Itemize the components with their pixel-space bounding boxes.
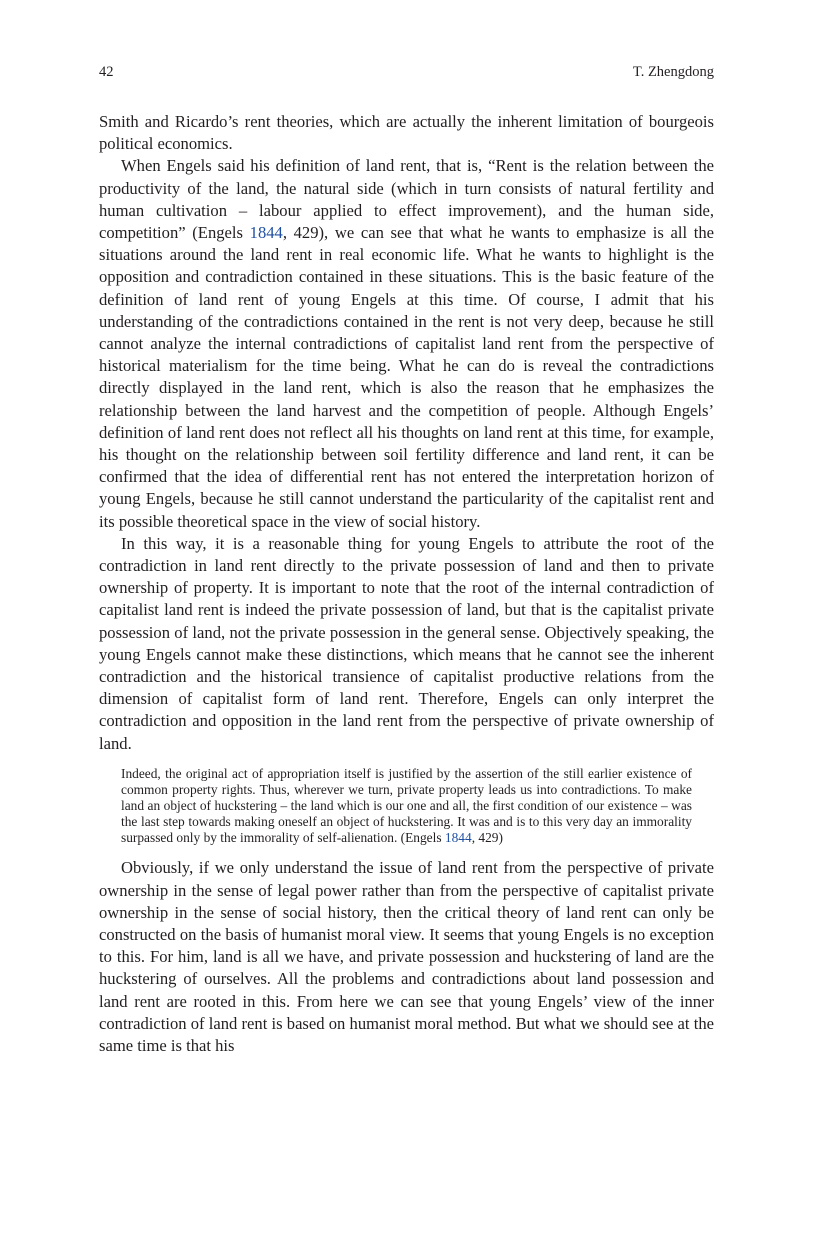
- block-quote: [121, 766, 692, 846]
- paragraph-1: Smith and Ricardo’s rent theories, which are actually the inherent limitation of bourgeois political economics.: [99, 112, 714, 154]
- running-header: [99, 64, 714, 84]
- paragraph-2: [99, 155, 714, 532]
- citation-link-engels-1844-quote[interactable]: 1844: [444, 830, 472, 846]
- page-number: 42: [99, 64, 114, 80]
- running-head-author: T. Zhengdong: [632, 64, 714, 80]
- citation-link-engels-1844[interactable]: 1844: [249, 223, 283, 243]
- block-quote-text-a: Indeed, the original act of appropriation itself is justified by the assertion of the still earlier existence of common property rights. Thus, wherever we turn, private property leads us into contradictions. To make land an object of huckstering – the land which is our one and all, the first condition of our existence – was the last step towards making oneself an object of huckstering. It was and is to this very day an immorality surpassed only by the immorality of self-alienation. (Engels: [121, 765, 692, 846]
- page-body: [99, 111, 714, 1057]
- paragraph-4: Obviously, if we only understand the issue of land rent from the perspective of private ownership in the sense of legal power rather than from the perspective of capitalist private ownership in the sense of social history, then the critical theory of land rent can only be constructed on the basis of humanist moral view. It seems that young Engels is no exception to this. For him, land is all we have, and private possession and huckstering of land are the huckstering of ourselves. All the problems and contradictions about land possession and land rent are rooted in this. From here we can see that young Engels’ view of the inner contradiction of land rent is based on humanist moral method. But what we should see at the same time is that his: [99, 858, 714, 1055]
- paragraph-2-text-a: When Engels said his definition of land rent, that is, “Rent is the relation between the productivity of the land, the natural side (which in turn consists of natural fertility and human cultivation – labour applied to effect improvement), and the human side, competition” (Engels: [99, 156, 714, 243]
- paragraph-2-text-b: , 429), we can see that what he wants to emphasize is all the situations around the land rent in real economic life. What he wants to highlight is the opposition and contradiction contained in these situations. This is the basic feature of the definition of land rent of young Engels at this time. Of course, I admit that his understanding of the contradictions contained in the rent is not very deep, because he still cannot analyze the internal contradictions of capitalist land rent from the perspective of historical materialism for the time being. What he can do is reveal the contradictions directly displayed in the land rent, which is also the reason that he emphasizes the relationship between the land harvest and the competition of people. Although Engels’ definition of land rent does not reflect all his thoughts on land rent at this time, for example, his thought on the relationship between soil fertility difference and land rent, it can be confirmed that the idea of differential rent has not entered the interpretation horizon of young Engels, because he still cannot understand the particularity of the capitalist rent and its possible theoretical space in the view of social history.: [99, 223, 714, 531]
- paragraph-3: In this way, it is a reasonable thing for young Engels to attribute the root of the contradiction in land rent directly to the private possession of land and then to private ownership of property. It is important to note that the root of the internal contradiction of capitalist land rent is indeed the private possession of land, but that is the capitalist private possession of land, not the private possession in the general sense. Objectively speaking, the young Engels cannot make these distinctions, which means that he cannot see the inherent contradiction and the historical transience of capitalist productive relations from the dimension of capitalist form of land rent. Therefore, Engels can only interpret the contradiction and opposition in the land rent from the perspective of private ownership of land.: [99, 533, 714, 753]
- block-quote-text-b: , 429): [471, 830, 503, 846]
